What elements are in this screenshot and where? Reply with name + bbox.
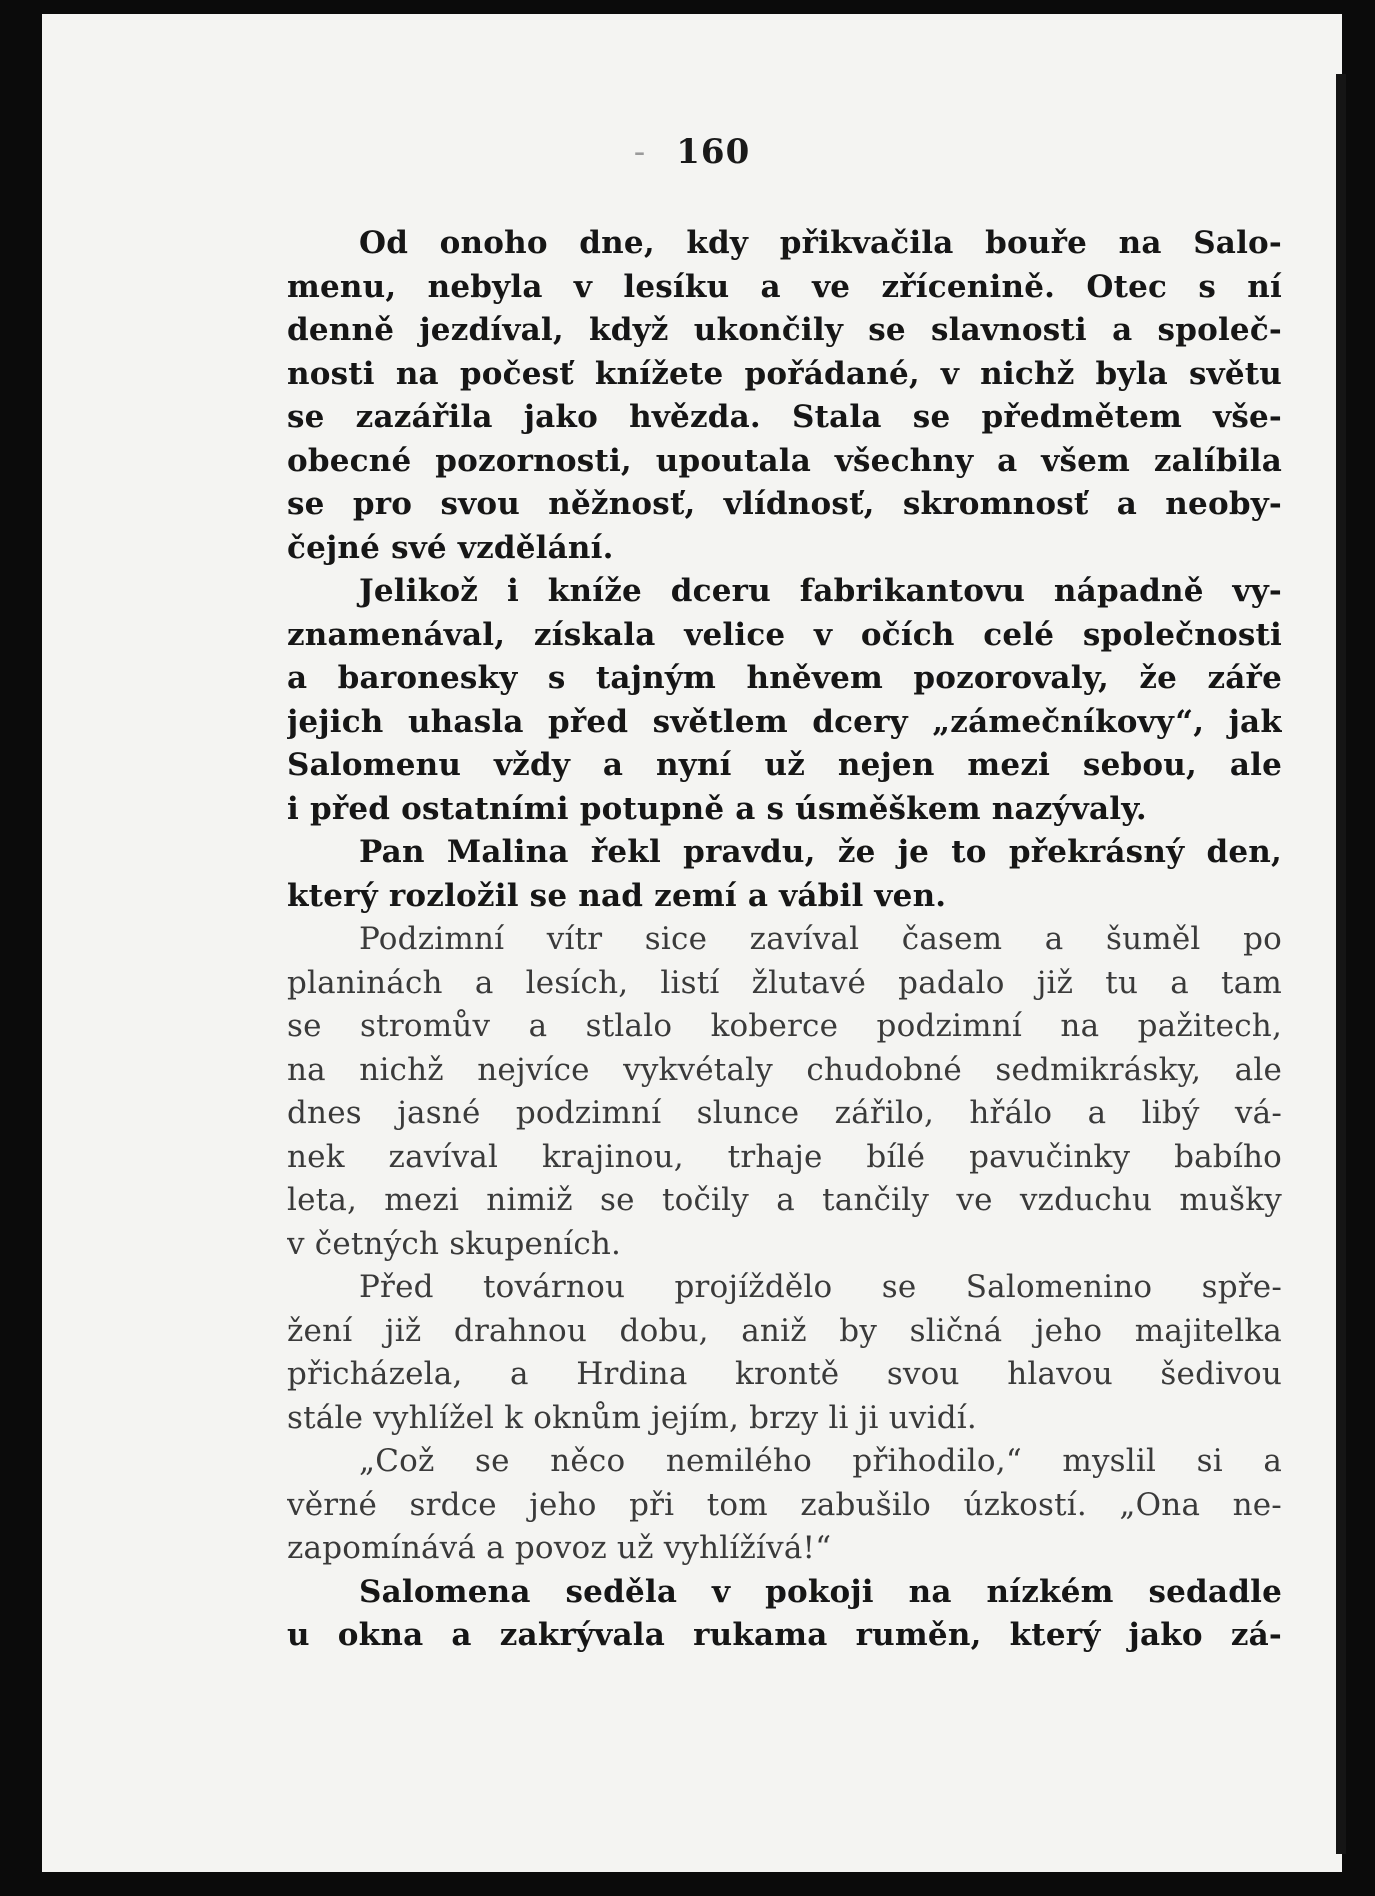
text-line: Podzimní vítr sice zavíval časem a šuměl po [359, 921, 1282, 957]
text-line: věrné srdce jeho při tom zabušilo úzkostí. „Ona ne- [287, 1486, 1282, 1523]
book-page [42, 14, 1342, 1872]
text-line: který rozložil se nad zemí a vábil ven. [287, 877, 947, 914]
text-line: planinách a lesích, listí žlutavé padalo již tu a tam [287, 964, 1282, 1001]
text-line: Jelikož i kníže dceru fabrikantovu nápadně vy- [359, 573, 1282, 609]
page-edge-shadow [1336, 74, 1346, 1854]
text-line: čejné své vzdělání. [287, 529, 614, 566]
text-line: nek zavíval krajinou, trhaje bílé pavučinky babího [287, 1138, 1282, 1175]
text-line: nosti na počesť knížete pořádané, v nichž byla světu [287, 355, 1282, 392]
text-line: dnes jasné podzimní slunce zářilo, hřálo a libý vá- [287, 1095, 1282, 1131]
text-line: a baronesky s tajným hněvem pozorovaly, že záře [287, 660, 1282, 696]
text-line: se pro svou něžnosť, vlídnosť, skromnosť a neoby- [287, 486, 1282, 522]
text-line: denně jezdíval, když ukončily se slavnosti a společ- [287, 312, 1282, 348]
text-line: i před ostatními potupně a s úsměškem nazývaly. [287, 790, 1147, 827]
text-line: přicházela, a Hrdina krontě svou hlavou šedivou [287, 1356, 1282, 1392]
text-line: stále vyhlížel k oknům jejím, brzy li ji uvidí. [287, 1399, 977, 1436]
text-line: Pan Malina řekl pravdu, že je to překrásný den, [359, 834, 1282, 870]
text-line: se zazářila jako hvězda. Stala se předmětem vše- [287, 399, 1282, 435]
text-line: menu, nebyla v lesíku a ve zřícenině. Otec s ní [287, 268, 1282, 305]
text-line: „Což se něco nemilého přihodilo,“ myslil si a [359, 1443, 1282, 1479]
page-header [42, 132, 1342, 172]
text-line: leta, mezi nimiž se točily a tančily ve vzduchu mušky [287, 1182, 1282, 1218]
text-line: jejich uhasla před světlem dcery „zámečníkovy“, jak [287, 703, 1282, 740]
text-line: zapomínává a povoz už vyhlížívá!“ [287, 1530, 832, 1566]
body-text [287, 222, 1282, 1658]
text-line: Salomena seděla v pokoji na nízkém sedadle [359, 1573, 1282, 1610]
text-line: Před továrnou projíždělo se Salomenino spře- [359, 1269, 1282, 1305]
text-line: znamenával, získala velice v očích celé společnosti [287, 616, 1282, 653]
text-line: žení již drahnou dobu, aniž by sličná jeho majitelka [287, 1312, 1282, 1349]
text-line: v četných skupeních. [287, 1225, 622, 1262]
text-line: na nichž nejvíce vykvétaly chudobné sedmikrásky, ale [287, 1051, 1282, 1088]
text-line: u okna a zakrývala rukama ruměn, který jako zá- [287, 1617, 1282, 1653]
text-line: se stromův a stlalo koberce podzimní na pažitech, [287, 1008, 1282, 1044]
page-number: 160 [676, 132, 751, 172]
text-line: Salomenu vždy a nyní už nejen mezi sebou, ale [287, 747, 1282, 783]
text-line: Od onoho dne, kdy přikvačila bouře na Salo- [359, 225, 1282, 261]
text-line: obecné pozornosti, upoutala všechny a všem zalíbila [287, 442, 1282, 479]
header-dash: - [633, 132, 647, 172]
